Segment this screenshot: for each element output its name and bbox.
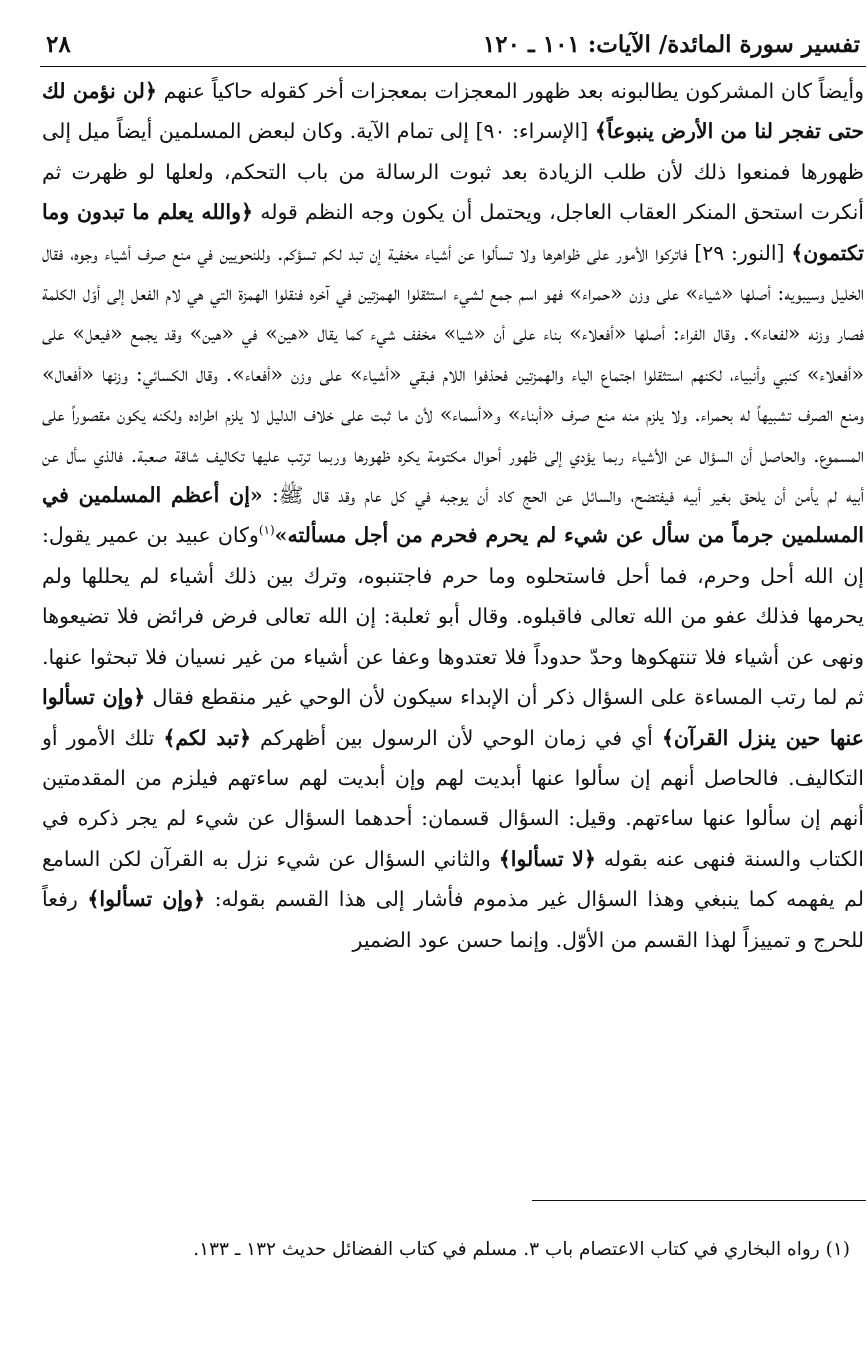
paragraph [42,71,864,960]
text-segment: تلك الأمور أو التكاليف. فالحاصل أنهم إن سألوا عنها أبديت لهم وإن أبديت لهم ساءتهم فيلزم من المقدمتين أنهم إن سألوا عنها ساءتهم. وقيل: السؤال قسمان: أحدهما السؤال عن شيء لم يجر ذكره في الكتاب والسنة فنهى عنه بقوله [42,725,864,871]
text-segment: رفعاً للحرج و تمييزاً لهذا القسم من الأوّل. وإنما حسن عود الضمير [42,887,864,952]
text-segment: والثاني السؤال عن شيء نزل به القرآن لكن السامع لم يفهمه كما ينبغي وهذا السؤال غير مذموم فأشار إلى هذا القسم بقوله: [42,846,864,912]
quran-quote: ﴿وإن تسألوا عنها حين ينزل القرآن﴾ [42,685,864,750]
footnote-marker[interactable]: (١) [258,523,275,538]
text-segment: وكان عبيد بن عمير يقول: إن الله أحل وحرم، فما أحل فاستحلوه وما حرم فاجتنبوه، وترك بين ذلك أشياء لم يحللها ولم يحرمها فذلك عفو من الله تعالى فاقبلوه. وقال أبو ثعلبة: إن الله تعالى فرض فرائض فلا تضيعوها ونهى عن أشياء فلا تنتهكوها وحدّ حدوداً فلا تعتدوها وعفا عن أشياء من غير نسيان فلا تبحثوا عنها. ثم لما رتب المساءة على السؤال ذكر أن الإبداء سيكون لأن الوحي غير منقطع فقال [42,523,864,710]
quran-quote: ﴿تبد لكم﴾ [163,725,251,750]
body-text [40,71,866,960]
header-rule [40,66,866,67]
hadith-quote: «إن أعظم المسلمين في المسلمين جرماً من سأل عن شيء لم يحرم فحرم من أجل مسألته» [42,483,865,548]
quran-quote: ﴿لا تسألوا﴾ [498,846,596,871]
footnote: (١) رواه البخاري في كتاب الاعتصام باب ٣. مسلم في كتاب الفضائل حديث ١٣٢ ـ ١٣٣. [193,1239,850,1260]
page-header [40,30,866,66]
text-segment: أي في زمان الوحي لأن الرسول بين أظهركم [250,725,662,750]
running-title: تفسير سورة المائدة/ الآيات: ١٠١ ـ ١٢٠ [482,31,860,58]
footnote-rule [532,1200,866,1201]
text-segment: [الإسراء: ٩٠] إلى تمام الآية. وكان لبعض المسلمين أيضاً ميل إلى ظهورها فمنعوا ذلك لأن طلب الزيادة بعد ثبوت الرسالة من باب التحكم، ولعلها لو ظهرت ثم أنكرت استحق المنكر العقاب العاجل، ويحتمل أن يكون وجه النظم قوله [42,119,864,225]
quran-quote: ﴿لن نؤمن لك حتى تفجر لنا من الأرض ينبوعاً﴾ [42,79,864,144]
text-segment: وأيضاً كان المشركون يطالبونه بعد ظهور المعجزات بمعجزات أخر كقوله حاكياً عنهم [163,79,864,103]
text-segment: [النور: ٢٩] فاتركوا الأمور على ظواهرها ولا تسألوا عن أشياء مخفية إن تبد لكم تسؤكم. وللنحويين في منع صرف أشياء وجوه، فقال الخليل وسيبويه: أصلها «شياء» على وزن «حمراء» فهو اسم جمع لشيء استثقلوا الهمزتين في آخره فنقلوا الهمزة التي هي لام الفعل إلى أوّل الكلمة فصار وزنه «لفعاء». وقال الفراء: أصلها «أفعلاء» بناء على أن «شيا» مخفف شيء كما يقال «هين» في «هين» وقد يجمع «فيعل» على «أفعلاء» كنبي وأنبياء، لكنهم استثقلوا اجتماع الياء والهمزتين فحذفوا اللام فبقي «أشياء» على وزن «أفعاء». وقال الكسائي: وزنها «أفعال» ومنع الصرف تشبيهاً له بحمراء. ولا يلزم منه منع صرف «أبناء» و«أسماء» لأن ما ثبت على خلاف الدليل لا يلزم اطراده ولكنه يكون مقصوراً على المسموع. والحاصل أن السؤال عن الأشياء ربما يؤدي إلى ظهور أحوال مكتومة يكره ظهورها وربما ترتب عليها تكاليف شاقة صعبة. فالذي سأل عن أبيه لم يأمن أن يلحق بغير أبيه فيفتضح، والسائل عن الحج كاد أن يوجبه في كل عام وقد قال ﷺ: [42,240,864,508]
page [40,30,866,960]
quran-quote: ﴿والله يعلم ما تبدون وما تكتمون﴾ [42,200,864,265]
page-number: ٢٨ [46,31,71,58]
quran-quote: ﴿وإن تسألوا﴾ [87,887,206,912]
